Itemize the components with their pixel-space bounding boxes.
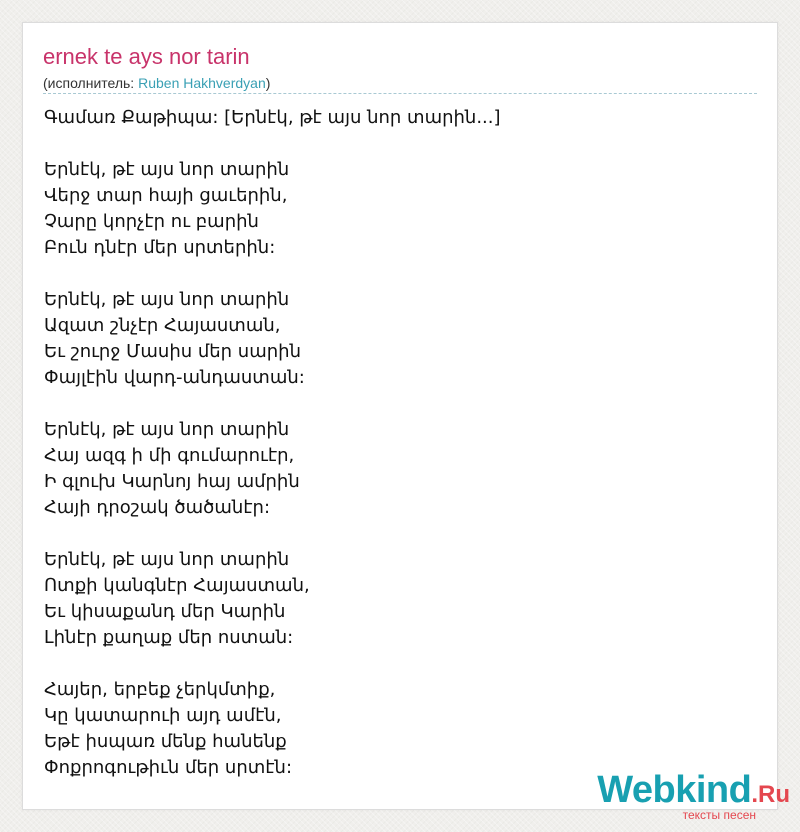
lyrics-line: Եւ շուրջ Մասիս մեր սարին	[44, 341, 301, 362]
stanza-gap	[44, 261, 744, 287]
lyrics-line: Փայլէին վարդ-անդաստան:	[44, 367, 305, 388]
lyrics-line: Եթէ իսպառ մենք հանենք	[44, 731, 287, 752]
lyrics-line: Կը կատարուի այդ ամէն,	[44, 705, 282, 726]
performer-link[interactable]: Ruben Hakhverdyan	[138, 75, 266, 91]
stanza-gap	[44, 391, 744, 417]
lyrics-line: Լինէր քաղաք մեր ոստան:	[44, 627, 294, 648]
lyrics-line: Ի գլուխ Կարնոյ հայ ամրին	[44, 471, 300, 492]
logo-tagline: тексты песен	[682, 808, 756, 822]
performer-suffix: )	[265, 75, 271, 91]
performer-prefix: (исполнитель:	[43, 75, 139, 91]
stanza-gap	[44, 651, 744, 677]
lyrics-intro: Գամառ Քաթիպա: [Երնէկ, թէ այս նոր տարին...]	[44, 107, 501, 128]
lyrics-line: Հայեր, երբեք չերկմտիք,	[44, 679, 276, 700]
lyrics-line: Եւ կիսաքանդ մեր Կարին	[44, 601, 286, 622]
lyrics-line: Երնէկ, թէ այս նոր տարին	[44, 549, 290, 570]
lyrics-line: Երնէկ, թէ այս նոր տարին	[44, 159, 290, 180]
lyrics-line: Բուն դնէր մեր սրտերին:	[44, 237, 276, 258]
performer-line	[43, 74, 270, 92]
lyrics-card	[22, 22, 778, 810]
stanza-gap	[44, 131, 744, 157]
title-divider	[43, 93, 757, 94]
lyrics-line: Փոքրոգութիւն մեր սրտէն:	[44, 757, 293, 778]
logo-tld: .Ru	[751, 781, 790, 808]
lyrics-line: Հայի դրօշակ ծածանէր:	[44, 497, 271, 518]
stanza-gap	[44, 521, 744, 547]
webkind-logo[interactable]	[596, 770, 796, 826]
logo-word: Webkind	[597, 769, 752, 811]
lyrics-body	[44, 105, 744, 781]
lyrics-line: Ազատ շնչէր Հայաստան,	[44, 315, 281, 336]
lyrics-line: Ոտքի կանգնէր Հայաստան,	[44, 575, 310, 596]
lyrics-line: Վերջ տար հայի ցաւերին,	[44, 185, 288, 206]
song-title: ernek te ays nor tarin	[43, 44, 250, 69]
lyrics-line: Չարը կորչէր ու բարին	[44, 211, 259, 232]
lyrics-line: Հայ ազգ ի մի գումարուէր,	[44, 445, 295, 466]
lyrics-line: Երնէկ, թէ այս նոր տարին	[44, 289, 290, 310]
lyrics-line: Երնէկ, թէ այս նոր տարին	[44, 419, 290, 440]
